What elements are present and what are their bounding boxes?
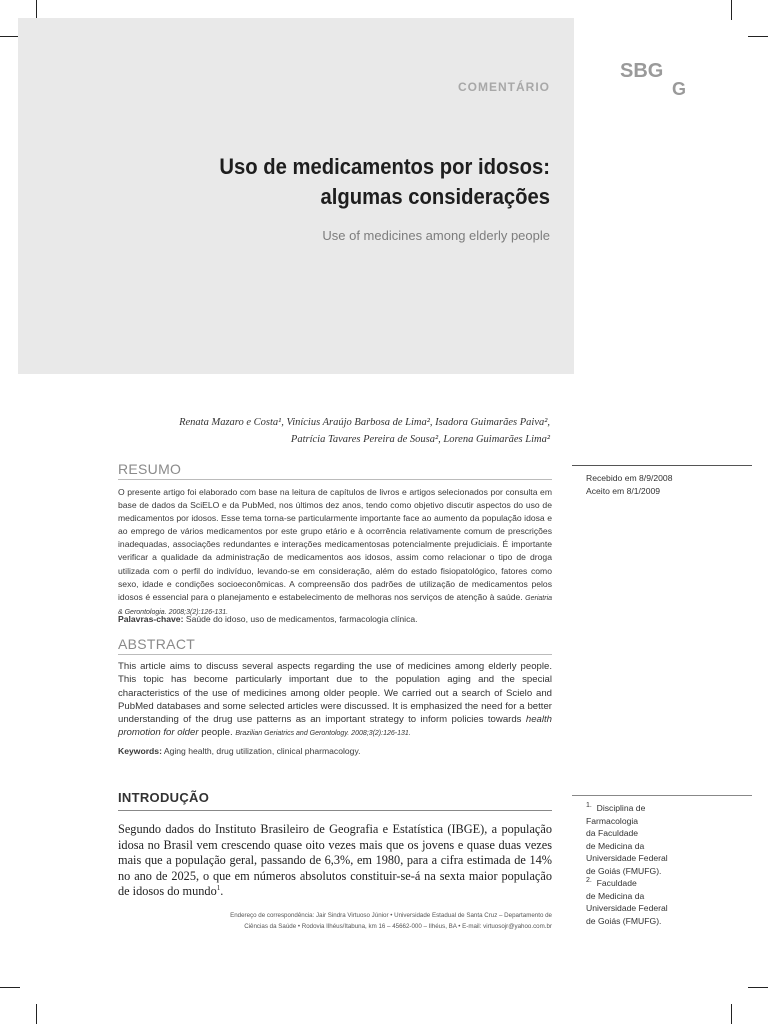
affiliation-line: de Goiás (FMUFG). (586, 915, 662, 926)
affiliation-line: Farmacologia (586, 815, 639, 826)
divider (118, 810, 552, 811)
logo-text: SBG (620, 60, 664, 82)
affiliation-line: Universidade Federal (586, 853, 668, 863)
crop-mark (731, 1004, 732, 1024)
resumo-body: O presente artigo foi elaborado com base na leitura de capítulos de livros e artigos selecionados por consulta em base de dados da SciELO e da PubMed, nos últimos dez anos, tendo como objetivo discutir aspectos do uso de medicamentos por idosos. Esse tema torna-se particularmente importante face ao aumento da população idosa e ao emprego de vários medicamentos por este grupo etário e à ocorrência relativamente comum de prescrições inadequadas, associações redundantes e interações medicamentosas potencialmente prejudiciais. É importante verificar a qualidade da administração de medicamentos aos idosos, assim como relacionar o tipo de droga utilizada com o perfil do indivíduo, levando-se em consideração, além do estado fisiopatológico, fatores como sexo, idade e condições socioeconômicas. A compreensão dos padrões de utilização de medicamentos pelos idosos é essencial para o planejamento e estabelecimento de melhoras nos serviços de atenção à saúde. (118, 487, 552, 602)
affiliation-line: de Medicina da (586, 890, 645, 901)
authors-line: Patrícia Tavares Pereira de Sousa², Lorena Guimarães Lima² (290, 434, 550, 445)
reference-marker: 1 (216, 883, 221, 892)
affiliation-line: da Faculdade (586, 828, 639, 838)
submission-dates (586, 472, 672, 498)
affiliation-number: 2. (586, 877, 592, 885)
logo-text: G (672, 79, 687, 99)
divider (572, 465, 752, 466)
title-line: algumas considerações (320, 184, 550, 209)
affiliation-2 (586, 877, 736, 927)
introducao-body: Segundo dados do Instituto Brasileiro de Geografia e Estatística (IBGE), a população idosa no Brasil vem crescendo quase oito vezes mais que os jovens e quase duas vezes mais que a população geral, passando de 6,3%, em 1980, para a cifra estimada de 14% no ano de 2025, o que em números absolutos constituir-se-á na sexta maior população de idosos do mundo (118, 822, 552, 898)
divider (572, 795, 752, 796)
received-date: Recebido em 8/9/2008 (586, 473, 673, 483)
introducao-heading: INTRODUÇÃO (118, 790, 210, 805)
crop-mark (0, 987, 20, 988)
abstract-text (118, 660, 552, 741)
keywords-value: Aging health, drug utilization, clinical pharmacology. (163, 746, 361, 756)
divider (118, 654, 552, 655)
affiliation-number: 1. (586, 802, 592, 810)
article-title (72, 152, 550, 212)
journal-logo (620, 62, 686, 98)
keywords-label: Keywords: (118, 746, 162, 756)
header-band (18, 18, 574, 374)
introducao-text (118, 822, 552, 900)
authors-line: Renata Mazaro e Costa¹, Vinícius Araújo Barbosa de Lima², Isadora Guimarães Paiva², (179, 417, 550, 428)
affiliation-line: de Goiás (FMUFG). (586, 865, 662, 876)
crop-mark (748, 36, 768, 37)
resumo-heading: RESUMO (118, 461, 182, 477)
abstract-end: people. (201, 727, 233, 739)
crop-mark (748, 987, 768, 988)
introducao-end: . (220, 884, 224, 898)
abstract-italic: health promotion for older (118, 714, 552, 739)
resumo-citation: Geriatria & Gerontologia. 2008;3(2):126-131. (118, 594, 553, 616)
authors (50, 414, 550, 448)
affiliation-line: de Medicina da (586, 840, 645, 851)
crop-mark (36, 0, 37, 20)
section-label: COMENTÁRIO (458, 80, 550, 94)
crop-mark (731, 0, 732, 20)
affiliation-1 (586, 802, 736, 877)
affiliations (586, 802, 736, 927)
accepted-date: Aceito em 8/1/2009 (586, 486, 661, 496)
article-subtitle: Use of medicines among elderly people (322, 228, 550, 243)
palavras-chave (118, 614, 552, 624)
crop-mark (36, 1004, 37, 1024)
title-line: Uso de medicamentos por idosos: (219, 154, 550, 179)
correspondence-line: Ciências da Saúde • Rodovia Ilhéus/Itabuna, km 16 – 45662-000 – Ilhéus, BA • E-mail: virtuosojr@yahoo.com.br (244, 922, 552, 930)
divider (118, 479, 552, 480)
abstract-body: This article aims to discuss several aspects regarding the use of medicines among elderly people. This topic has become particularly important due to the population aging and the special characteristics of the use of medicines among older people. We carried out a search of Scielo and PubMed databases and some selected articles were discussed. It is emphasized the need for a better understanding of the drug use patterns as an important strategy to inform policies towards (118, 661, 552, 726)
palavras-chave-value: Saúde do idoso, uso de medicamentos, farmacologia clínica. (185, 614, 418, 624)
affiliation-line: Disciplina de (596, 803, 646, 813)
affiliation-line: Universidade Federal (586, 903, 668, 913)
correspondence (200, 911, 552, 932)
crop-mark (0, 36, 20, 37)
affiliation-line: Faculdade (596, 878, 637, 888)
palavras-chave-label: Palavras-chave: (118, 614, 184, 624)
keywords (118, 746, 552, 756)
abstract-heading: ABSTRACT (118, 636, 196, 652)
abstract-citation: Brazilian Geriatrics and Gerontology. 2008;3(2):126-131. (235, 730, 411, 738)
correspondence-line: Endereço de correspondência: Jair Sindra Virtuoso Júnior • Universidade Estadual de Santa Cruz – Departamento de (230, 912, 552, 919)
resumo-text (118, 486, 552, 619)
